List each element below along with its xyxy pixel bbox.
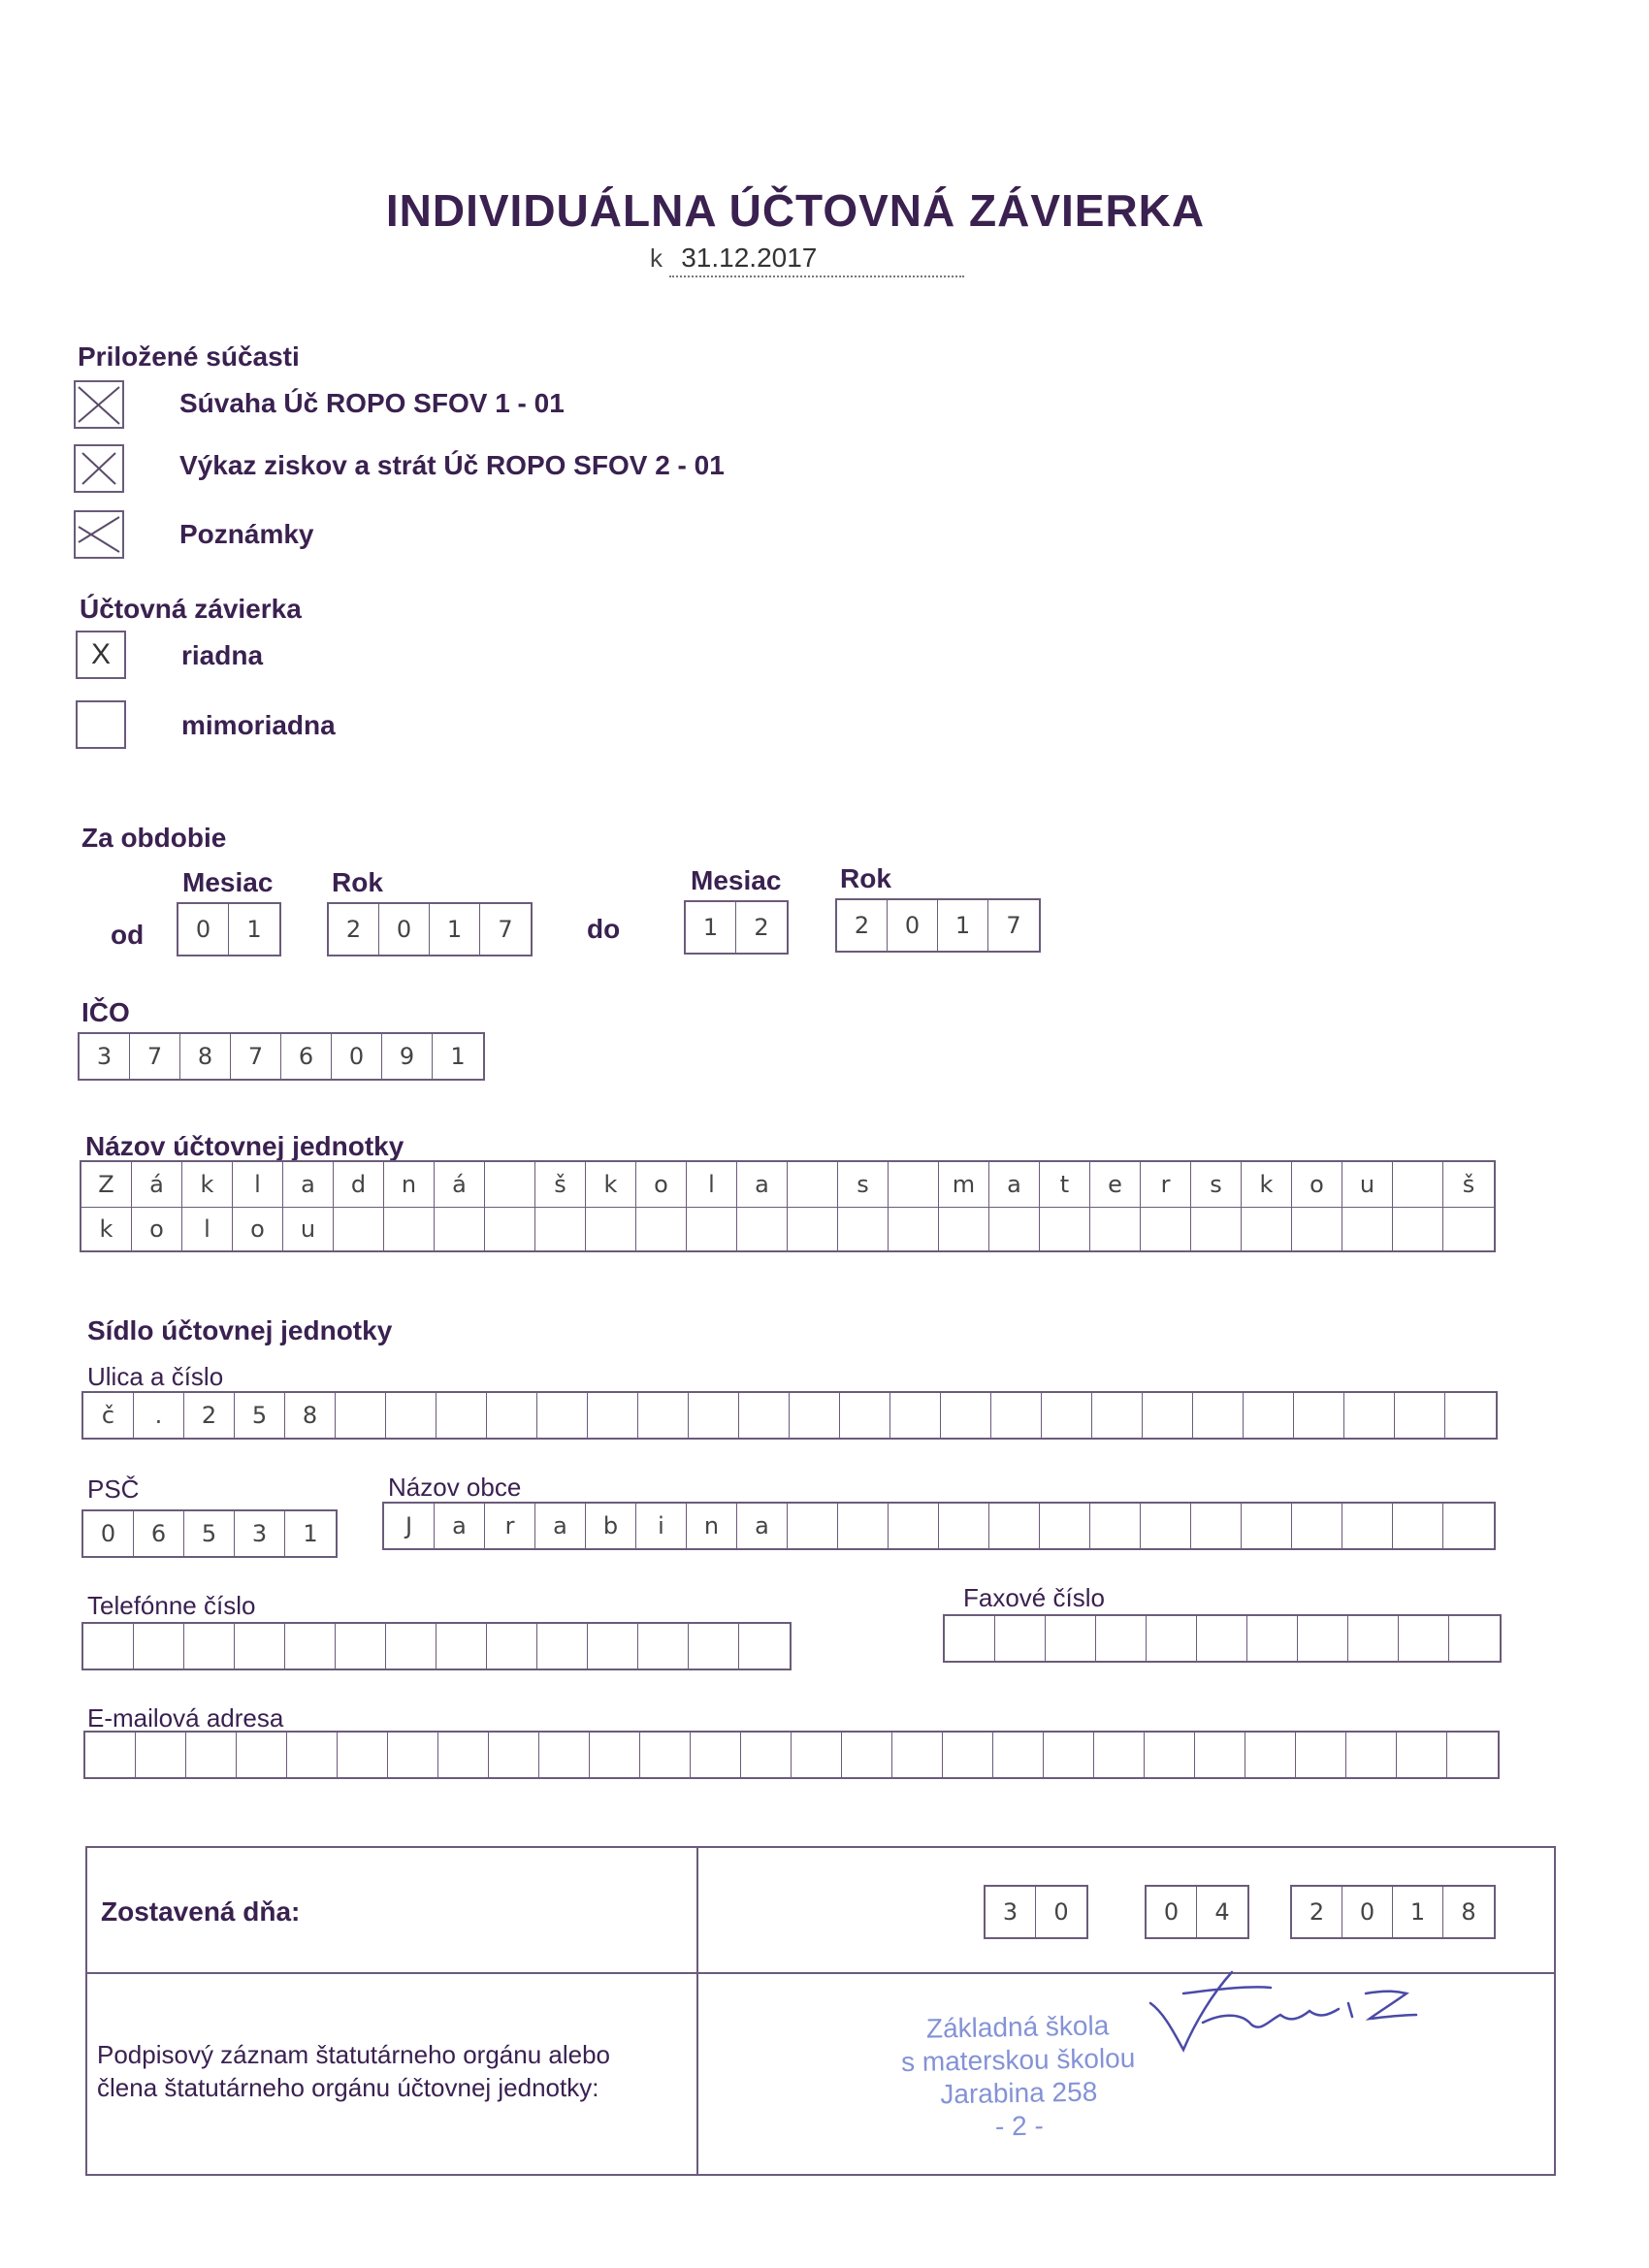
char-cell (689, 1393, 739, 1438)
char-cell (1445, 1393, 1496, 1438)
char-cell (1393, 1208, 1443, 1250)
digit-cell: 0 (178, 904, 229, 955)
from-label: od (111, 920, 145, 950)
char-cell (586, 1208, 636, 1250)
char-cell (184, 1624, 235, 1669)
digit-cell: 7 (130, 1034, 180, 1079)
char-cell (838, 1208, 889, 1250)
digit-cell: 0 (1342, 1887, 1393, 1937)
checkbox-balance-sheet[interactable] (74, 380, 124, 429)
char-cell (889, 1504, 939, 1548)
attached-item-balance-sheet: Súvaha Úč ROPO SFOV 1 - 01 (179, 388, 565, 418)
digit-cell: 1 (938, 900, 988, 951)
char-cell (438, 1733, 489, 1777)
char-cell: s (1191, 1162, 1242, 1207)
char-cell: l (687, 1162, 737, 1207)
char-cell: 8 (285, 1393, 336, 1438)
period-heading: Za obdobie (81, 823, 227, 853)
char-cell (588, 1393, 638, 1438)
char-cell (945, 1616, 995, 1661)
char-cell: m (939, 1162, 989, 1207)
char-cell (1094, 1733, 1145, 1777)
x-mark-icon (77, 447, 121, 490)
char-cell (889, 1162, 939, 1207)
signature-label (97, 2038, 610, 2104)
name-row-2 (81, 1208, 1494, 1250)
char-cell (334, 1208, 384, 1250)
char-cell (640, 1733, 691, 1777)
digit-cell: 0 (1053, 1898, 1069, 1926)
stamp-line-2: s materskou školou (900, 2042, 1136, 2078)
char-cell: 0 (83, 1511, 134, 1556)
char-cell (535, 1208, 586, 1250)
char-cell (1443, 1504, 1494, 1548)
street-field[interactable] (81, 1391, 1498, 1440)
from-year-field[interactable] (327, 902, 533, 956)
digit-cell: 2 (837, 900, 888, 951)
char-cell (788, 1162, 838, 1207)
char-cell (1447, 1733, 1498, 1777)
char-cell: a (737, 1504, 788, 1548)
digit-cell: 2 (754, 914, 769, 941)
char-cell (1242, 1208, 1292, 1250)
char-cell (840, 1393, 890, 1438)
to-label: do (587, 914, 621, 944)
digit-cell: 1 (450, 1043, 466, 1070)
char-cell (338, 1733, 388, 1777)
char-cell: 6 (134, 1511, 184, 1556)
char-cell (890, 1393, 941, 1438)
digit-cell: 1 (1393, 1887, 1443, 1937)
to-month-field[interactable] (684, 900, 789, 955)
char-cell (1344, 1393, 1395, 1438)
compiled-year-field[interactable] (1290, 1885, 1496, 1939)
char-cell (537, 1624, 588, 1669)
char-cell (489, 1733, 539, 1777)
char-cell (1443, 1208, 1494, 1250)
char-cell: a (989, 1162, 1040, 1207)
to-month-label: Mesiac (691, 865, 782, 895)
stamp-line-3: Jarabina 258 (940, 2076, 1098, 2110)
to-year-field[interactable] (835, 898, 1041, 953)
char-cell (1141, 1504, 1191, 1548)
extraordinary-label: mimoriadna (181, 710, 336, 740)
char-cell (1040, 1504, 1090, 1548)
digit-cell: 0 (379, 904, 430, 955)
char-cell (1191, 1208, 1242, 1250)
char-cell: 1 (303, 1520, 318, 1547)
digit-cell: 3 (986, 1887, 1036, 1937)
compiled-label: Zostavená dňa: (101, 1896, 301, 1927)
checkbox-notes[interactable] (74, 510, 124, 559)
digit-cell: 1 (246, 916, 262, 943)
char-cell (1040, 1208, 1090, 1250)
char-cell (1046, 1616, 1096, 1661)
char-cell: o (1292, 1162, 1342, 1207)
char-cell (1145, 1733, 1195, 1777)
phone-label: Telefónne číslo (87, 1591, 256, 1620)
city-label: Názov obce (388, 1473, 522, 1502)
char-cell (687, 1208, 737, 1250)
char-cell (1090, 1504, 1141, 1548)
char-cell (790, 1393, 840, 1438)
char-cell (1143, 1393, 1193, 1438)
x-mark-icon (77, 383, 121, 426)
char-cell: k (81, 1208, 132, 1250)
char-cell (788, 1208, 838, 1250)
char-cell (1342, 1504, 1393, 1548)
char-cell: a (435, 1504, 485, 1548)
char-cell (838, 1504, 889, 1548)
char-cell (939, 1208, 989, 1250)
char-cell (1348, 1616, 1399, 1661)
char-cell: o (233, 1208, 283, 1250)
char-cell (186, 1733, 237, 1777)
signature-label-line-1: Podpisový záznam štatutárneho orgánu alebo (97, 2040, 611, 2069)
digit-cell: 7 (231, 1034, 281, 1079)
fax-field[interactable] (943, 1614, 1502, 1663)
char-cell (1096, 1616, 1147, 1661)
stamp-line-4: - 2 - (994, 2110, 1045, 2142)
char-cell: t (1040, 1162, 1090, 1207)
char-cell (1147, 1616, 1197, 1661)
fax-label: Faxové číslo (963, 1583, 1105, 1612)
char-cell (889, 1208, 939, 1250)
char-cell: r (485, 1504, 535, 1548)
char-cell: l (233, 1162, 283, 1207)
char-cell (85, 1733, 136, 1777)
char-cell: 3 (235, 1511, 285, 1556)
psc-label: PSČ (87, 1474, 140, 1504)
char-cell (1141, 1208, 1191, 1250)
char-cell: a (283, 1162, 334, 1207)
char-cell (336, 1393, 386, 1438)
char-cell (842, 1733, 892, 1777)
attached-heading: Priložené súčasti (78, 341, 300, 372)
char-cell (539, 1733, 590, 1777)
page-title: INDIVIDUÁLNA ÚČTOVNÁ ZÁVIERKA (385, 185, 1206, 236)
char-cell: n (687, 1504, 737, 1548)
char-cell (993, 1733, 1044, 1777)
char-cell (691, 1733, 741, 1777)
char-cell (1399, 1616, 1449, 1661)
closing-heading: Účtovná závierka (80, 594, 302, 624)
char-cell: š (1462, 1171, 1475, 1198)
char-cell: k (1242, 1162, 1292, 1207)
email-field[interactable] (83, 1731, 1500, 1779)
char-cell (1397, 1733, 1447, 1777)
char-cell (638, 1393, 689, 1438)
char-cell (995, 1616, 1046, 1661)
char-cell (1346, 1733, 1397, 1777)
char-cell: 5 (235, 1393, 285, 1438)
char-cell (435, 1208, 485, 1250)
char-cell (134, 1624, 184, 1669)
char-cell (237, 1733, 287, 1777)
digit-cell: 2 (329, 904, 379, 955)
char-cell: b (586, 1504, 636, 1548)
char-cell: r (1141, 1162, 1191, 1207)
char-cell (388, 1733, 438, 1777)
digit-cell: 1 (430, 904, 480, 955)
signature-table (85, 1846, 1556, 2176)
signature-label-line-2: člena štatutárneho orgánu účtovnej jednotky: (97, 2073, 599, 2102)
char-cell: i (636, 1504, 687, 1548)
char-cell: Z (81, 1162, 132, 1207)
char-cell (436, 1624, 487, 1669)
char-cell (989, 1504, 1040, 1548)
checkbox-extraordinary[interactable] (76, 700, 126, 749)
email-label: E-mailová adresa (87, 1703, 284, 1733)
char-cell (989, 1208, 1040, 1250)
char-cell (1044, 1733, 1094, 1777)
char-cell (1247, 1616, 1298, 1661)
digit-cell: 2 (1292, 1887, 1342, 1937)
char-cell (1292, 1504, 1342, 1548)
char-cell: n (384, 1162, 435, 1207)
date-line (650, 243, 964, 277)
attached-item-notes: Poznámky (179, 519, 314, 549)
from-year-label: Rok (332, 867, 383, 897)
compiled-month-field[interactable] (1145, 1885, 1249, 1939)
char-cell (1292, 1208, 1342, 1250)
char-cell (590, 1733, 640, 1777)
char-cell (336, 1624, 386, 1669)
char-cell (1242, 1504, 1292, 1548)
char-cell (892, 1733, 943, 1777)
char-cell (386, 1393, 436, 1438)
char-cell (436, 1393, 487, 1438)
char-cell: . (134, 1393, 184, 1438)
char-cell (235, 1624, 285, 1669)
char-cell (1193, 1393, 1244, 1438)
to-year-label: Rok (840, 863, 891, 893)
digit-cell: 3 (80, 1034, 130, 1079)
char-cell: 5 (184, 1511, 235, 1556)
digit-cell: 6 (281, 1034, 332, 1079)
char-cell (386, 1624, 436, 1669)
digit-cell: 8 (180, 1034, 231, 1079)
regular-mark: X (90, 638, 111, 670)
digit-cell: 7 (1006, 912, 1021, 939)
compiled-day-field[interactable] (984, 1885, 1088, 1939)
char-cell: č (83, 1393, 134, 1438)
char-cell: d (334, 1162, 384, 1207)
char-cell (485, 1162, 535, 1207)
char-cell (1195, 1733, 1245, 1777)
char-cell (991, 1393, 1042, 1438)
closing-date: 31.12.2017 (669, 243, 964, 277)
char-cell (792, 1733, 842, 1777)
char-cell: 2 (184, 1393, 235, 1438)
char-cell (1393, 1504, 1443, 1548)
digit-cell: 7 (498, 916, 513, 943)
char-cell (1296, 1733, 1346, 1777)
attached-item-income-statement: Výkaz ziskov a strát Úč ROPO SFOV 2 - 01 (179, 450, 725, 480)
char-cell (487, 1624, 537, 1669)
regular-label: riadna (181, 640, 264, 670)
char-cell (1294, 1393, 1344, 1438)
char-cell: š (535, 1162, 586, 1207)
char-cell: a (737, 1162, 788, 1207)
char-cell (384, 1208, 435, 1250)
char-cell (1245, 1733, 1296, 1777)
char-cell (638, 1624, 689, 1669)
checkbox-income-statement[interactable] (74, 444, 124, 493)
phone-field[interactable] (81, 1622, 792, 1670)
digit-cell: 1 (686, 902, 736, 953)
char-cell (1042, 1393, 1092, 1438)
date-prefix: k (650, 243, 663, 273)
digit-cell: 0 (888, 900, 938, 951)
digit-cell: 0 (1147, 1887, 1197, 1937)
digit-cell: 4 (1214, 1898, 1230, 1926)
char-cell: k (586, 1162, 636, 1207)
char-cell (788, 1504, 838, 1548)
char-cell: á (435, 1162, 485, 1207)
city-field[interactable] (382, 1502, 1496, 1550)
char-cell (689, 1624, 739, 1669)
digit-cell: 0 (332, 1034, 382, 1079)
entity-name-field[interactable] (80, 1160, 1496, 1252)
char-cell (537, 1393, 588, 1438)
name-row-1 (81, 1162, 1494, 1208)
char-cell: o (132, 1208, 182, 1250)
char-cell (1298, 1616, 1348, 1661)
char-cell (83, 1624, 134, 1669)
char-cell: l (182, 1208, 233, 1250)
char-cell: o (636, 1162, 687, 1207)
char-cell (1449, 1616, 1500, 1661)
char-cell (1342, 1208, 1393, 1250)
char-cell: á (132, 1162, 182, 1207)
stamp-line-1: Základná škola (925, 2010, 1110, 2044)
ico-label: IČO (81, 997, 130, 1027)
char-cell (136, 1733, 186, 1777)
street-label: Ulica a číslo (87, 1362, 224, 1391)
char-cell: u (1342, 1162, 1393, 1207)
char-cell: e (1090, 1162, 1141, 1207)
char-cell (487, 1393, 537, 1438)
from-month-label: Mesiac (182, 867, 274, 897)
char-cell: k (182, 1162, 233, 1207)
char-cell (943, 1733, 993, 1777)
char-cell: s (838, 1162, 889, 1207)
digit-cell: 9 (382, 1034, 433, 1079)
char-cell (485, 1208, 535, 1250)
entity-name-label: Názov účtovnej jednotky (85, 1131, 404, 1161)
char-cell (941, 1393, 991, 1438)
psc-field[interactable] (81, 1509, 338, 1558)
char-cell (1191, 1504, 1242, 1548)
digit-cell: 8 (1461, 1898, 1476, 1926)
from-month-field[interactable] (177, 902, 281, 956)
checkbox-regular[interactable] (76, 631, 126, 679)
char-cell: u (283, 1208, 334, 1250)
char-cell (588, 1624, 638, 1669)
char-cell (1393, 1162, 1443, 1207)
address-heading: Sídlo účtovnej jednotky (87, 1315, 393, 1345)
char-cell (737, 1208, 788, 1250)
char-cell: a (535, 1504, 586, 1548)
char-cell: J (384, 1504, 435, 1548)
char-cell (636, 1208, 687, 1250)
official-stamp (862, 2008, 1175, 2146)
char-cell (1244, 1393, 1294, 1438)
char-cell (287, 1733, 338, 1777)
char-cell (1197, 1616, 1247, 1661)
char-cell (1395, 1393, 1445, 1438)
char-cell (739, 1393, 790, 1438)
char-cell (1092, 1393, 1143, 1438)
char-cell (939, 1504, 989, 1548)
ico-field[interactable] (78, 1032, 485, 1081)
char-cell (739, 1624, 790, 1669)
char-cell (285, 1624, 336, 1669)
char-cell (741, 1733, 792, 1777)
handwritten-signature (1145, 1964, 1474, 2081)
x-mark-icon (77, 513, 121, 556)
char-cell (1090, 1208, 1141, 1250)
